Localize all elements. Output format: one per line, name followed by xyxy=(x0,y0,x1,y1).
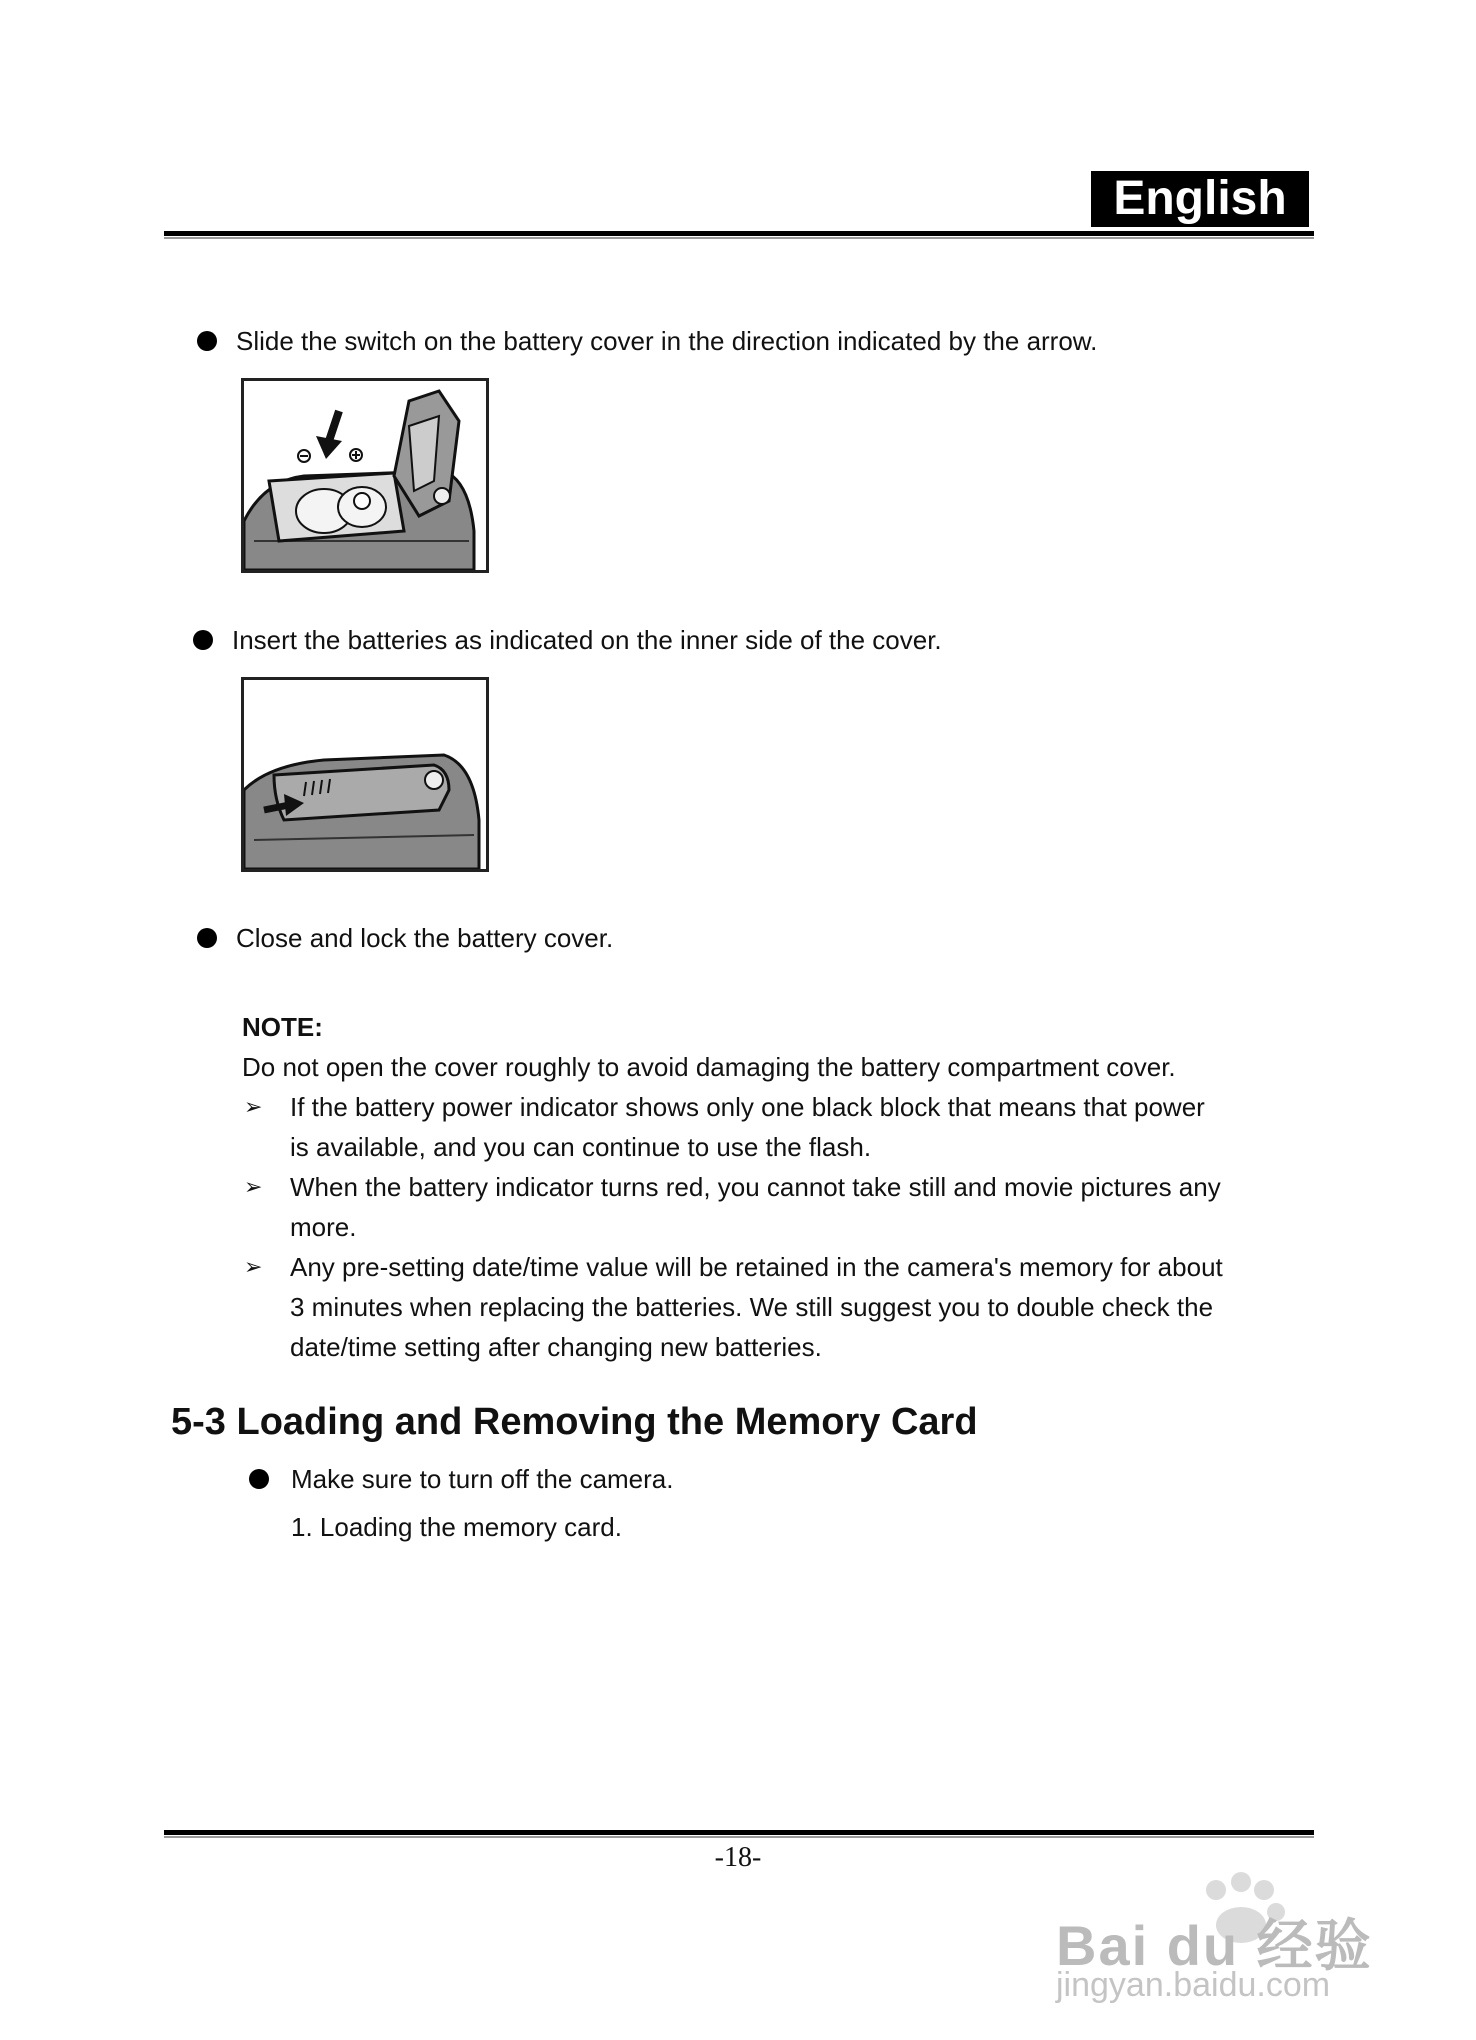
header-rule xyxy=(164,231,1314,236)
bullet-icon xyxy=(197,928,217,948)
note-title: NOTE: xyxy=(242,1012,323,1042)
note-item-2-line-2: more. xyxy=(290,1212,357,1242)
watermark-brand: Bai du 经验 xyxy=(1056,1914,1373,1977)
battery-cover-open-illustration xyxy=(244,381,486,570)
language-badge: English xyxy=(1091,171,1309,227)
battery-cover-closed-illustration xyxy=(244,680,486,869)
arrow-bullet-icon: ➢ xyxy=(244,1254,263,1279)
footer-rule xyxy=(164,1830,1314,1835)
note-intro: Do not open the cover roughly to avoid damaging the battery compartment cover. xyxy=(242,1052,1176,1082)
watermark-url: jingyan.baidu.com xyxy=(1056,1966,1331,2004)
arrow-bullet-icon: ➢ xyxy=(244,1094,263,1119)
note-item-1-line-2: is available, and you can continue to use the flash. xyxy=(290,1132,872,1162)
bullet-icon xyxy=(193,630,213,650)
battery-cover-open-figure xyxy=(241,378,489,573)
bullet-icon xyxy=(249,1469,269,1489)
arrow-bullet-icon: ➢ xyxy=(244,1174,263,1199)
section-heading: 5-3 Loading and Removing the Memory Card xyxy=(171,1401,978,1443)
note-item-2-line-1: When the battery indicator turns red, you cannot take still and movie pictures any xyxy=(290,1172,1221,1202)
step-2-text: Insert the batteries as indicated on the inner side of the cover. xyxy=(232,625,942,655)
bullet-icon xyxy=(197,331,217,351)
section-bullet-text: Make sure to turn off the camera. xyxy=(291,1464,674,1494)
page-number: -18- xyxy=(714,1842,762,1873)
note-item-3-line-3: date/time setting after changing new batteries. xyxy=(290,1332,822,1362)
note-item-1-line-1: If the battery power indicator shows only one black block that means that power xyxy=(290,1092,1205,1122)
section-numbered-item: 1. Loading the memory card. xyxy=(291,1512,622,1542)
note-item-3-line-2: 3 minutes when replacing the batteries. We still suggest you to double check the xyxy=(290,1292,1214,1322)
battery-cover-closed-figure xyxy=(241,677,489,872)
step-1-text: Slide the switch on the battery cover in the direction indicated by the arrow. xyxy=(236,326,1098,356)
note-item-3-line-1: Any pre-setting date/time value will be retained in the camera's memory for about xyxy=(290,1252,1223,1282)
step-3-text: Close and lock the battery cover. xyxy=(236,923,614,953)
header-rule-shadow xyxy=(164,237,1314,239)
